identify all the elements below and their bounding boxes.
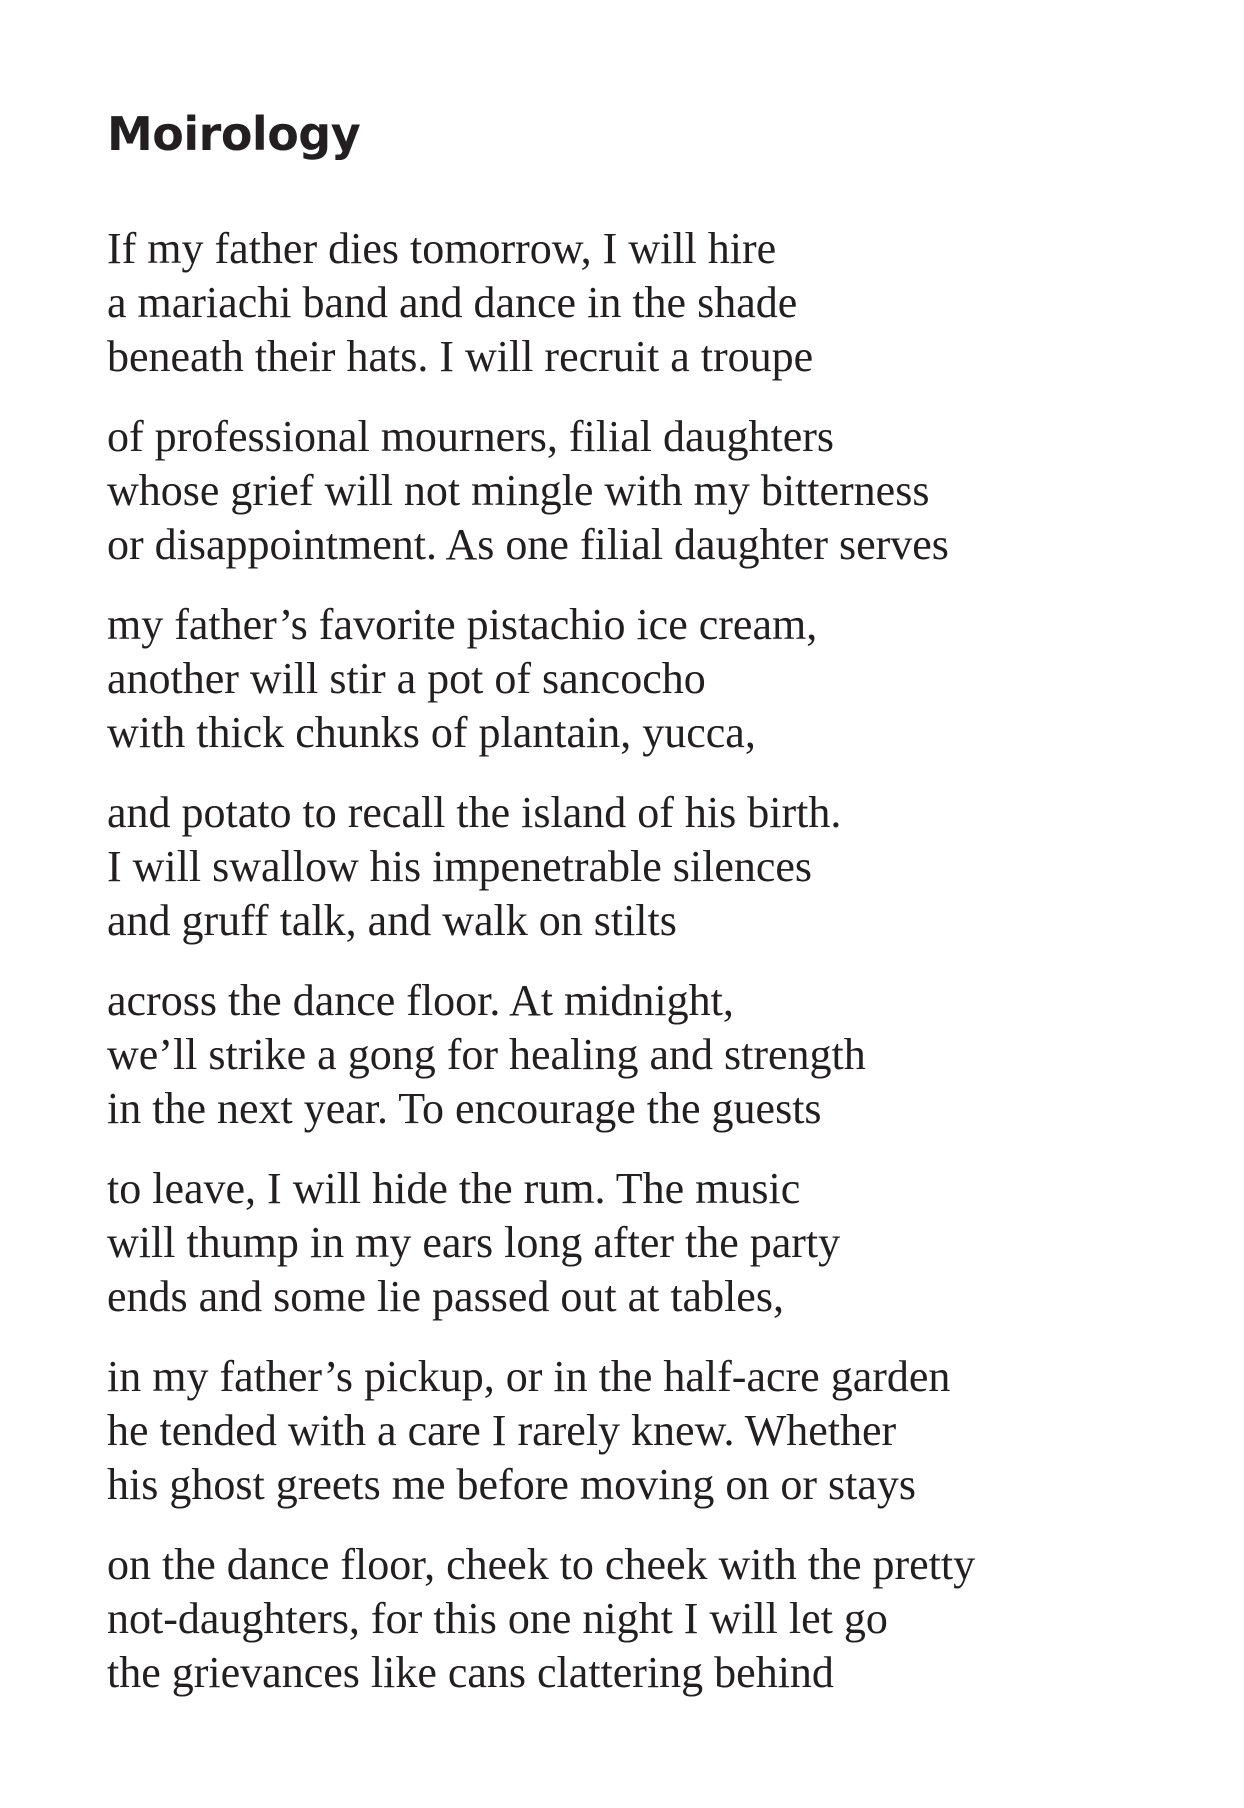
poem-line: his ghost greets me before moving on or stays — [107, 1460, 916, 1509]
poem-line: he tended with a care I rarely knew. Whether — [107, 1406, 897, 1455]
poem-line: in my father’s pickup, or in the half-acre garden — [107, 1352, 951, 1401]
poem-line: my father’s favorite pistachio ice cream, — [107, 600, 818, 649]
stanza — [107, 598, 1217, 760]
poem-line: we’ll strike a gong for healing and strength — [107, 1030, 866, 1079]
poem-line: If my father dies tomorrow, I will hire — [107, 224, 777, 273]
stanza — [107, 410, 1217, 572]
poem-line: with thick chunks of plantain, yucca, — [107, 708, 756, 757]
stanza — [107, 974, 1217, 1136]
poem-line: whose grief will not mingle with my bitterness — [107, 466, 930, 515]
poem-line: on the dance floor, cheek to cheek with the pretty — [107, 1540, 976, 1589]
poem-line: not-daughters, for this one night I will let go — [107, 1594, 888, 1643]
stanza — [107, 1162, 1217, 1324]
poem-line: or disappointment. As one filial daughter serves — [107, 520, 949, 569]
poem-line: in the next year. To encourage the guests — [107, 1084, 822, 1133]
poem-line: will thump in my ears long after the party — [107, 1218, 841, 1267]
poem-body — [107, 222, 1217, 1726]
poem-line: of professional mourners, filial daughters — [107, 412, 835, 461]
poem-line: ends and some lie passed out at tables, — [107, 1272, 784, 1321]
poem-title: Moirology — [107, 107, 361, 161]
poem-line: to leave, I will hide the rum. The music — [107, 1164, 801, 1213]
poem-line: and potato to recall the island of his birth. — [107, 788, 842, 837]
poem-line: I will swallow his impenetrable silences — [107, 842, 813, 891]
stanza — [107, 222, 1217, 384]
poem-line: a mariachi band and dance in the shade — [107, 278, 798, 327]
poem-line: another will stir a pot of sancocho — [107, 654, 706, 703]
poem-line: across the dance floor. At midnight, — [107, 976, 734, 1025]
poem-line: beneath their hats. I will recruit a troupe — [107, 332, 814, 381]
stanza — [107, 1538, 1217, 1700]
stanza — [107, 786, 1217, 948]
poem-line: and gruff talk, and walk on stilts — [107, 896, 677, 945]
poem-line: the grievances like cans clattering behind — [107, 1648, 834, 1697]
stanza — [107, 1350, 1217, 1512]
